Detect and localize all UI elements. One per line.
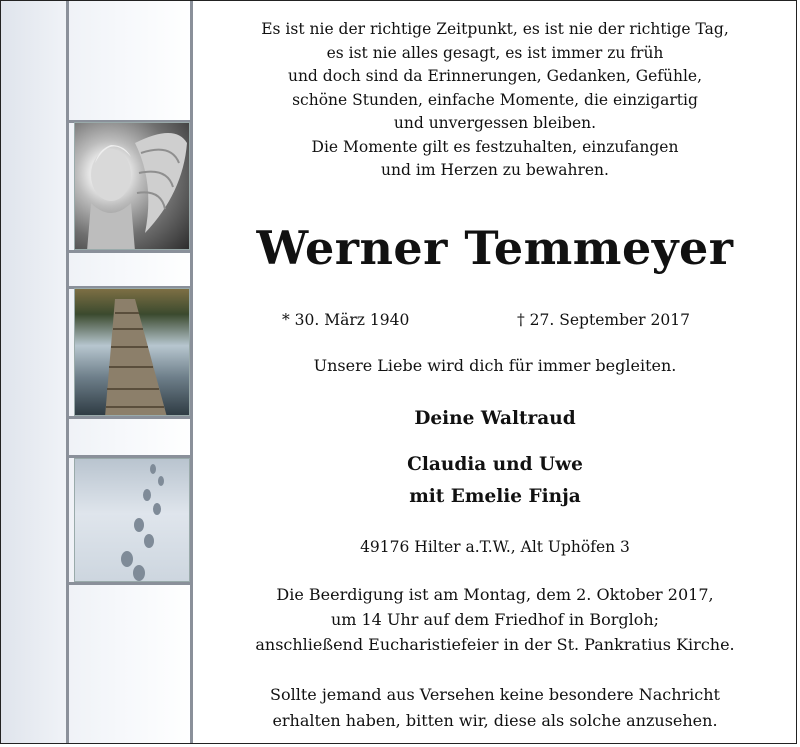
poem-line: und im Herzen zu bewahren. (381, 161, 609, 179)
love-line: Unsere Liebe wird dich für immer begleiten. (313, 356, 677, 375)
funeral-line: um 14 Uhr auf dem Friedhof in Borgloh; (330, 610, 660, 629)
funeral-line: Die Beerdigung ist am Montag, dem 2. Oktober 2017, (276, 585, 714, 604)
poem-line: und unvergessen bleiben. (393, 114, 597, 132)
poem-line: Die Momente gilt es festzuhalten, einzufangen (311, 137, 679, 156)
family-line: mit Emelie Finja (409, 486, 581, 507)
note-line: erhalten haben, bitten wir, diese als solche anzusehen. (272, 711, 718, 730)
deceased-name: Werner Temmeyer (256, 221, 734, 275)
birth-date: * 30. März 1940 (282, 311, 410, 329)
funeral-info (200, 582, 790, 657)
family-line: Claudia und Uwe (407, 454, 583, 475)
family-line: Deine Waltraud (414, 408, 576, 429)
death-date: † 27. September 2017 (517, 311, 690, 329)
family-signatures (200, 403, 790, 513)
poem-line: Es ist nie der richtige Zeitpunkt, es ist nie der richtige Tag, (261, 20, 729, 38)
poem-line: und doch sind da Erinnerungen, Gedanken, Gefühle, (287, 67, 703, 85)
note-line: Sollte jemand aus Versehen keine besondere Nachricht (270, 685, 720, 704)
poem-line: es ist nie alles gesagt, es ist immer zu früh (326, 43, 664, 62)
address: 49176 Hilter a.T.W., Alt Uphöfen 3 (360, 538, 630, 556)
poem (200, 18, 790, 183)
notice-note (200, 682, 790, 734)
poem-line: schöne Stunden, einfache Momente, die einzigartig (292, 90, 698, 109)
funeral-line: anschließend Eucharistiefeier in der St. Pankratius Kirche. (255, 635, 735, 654)
